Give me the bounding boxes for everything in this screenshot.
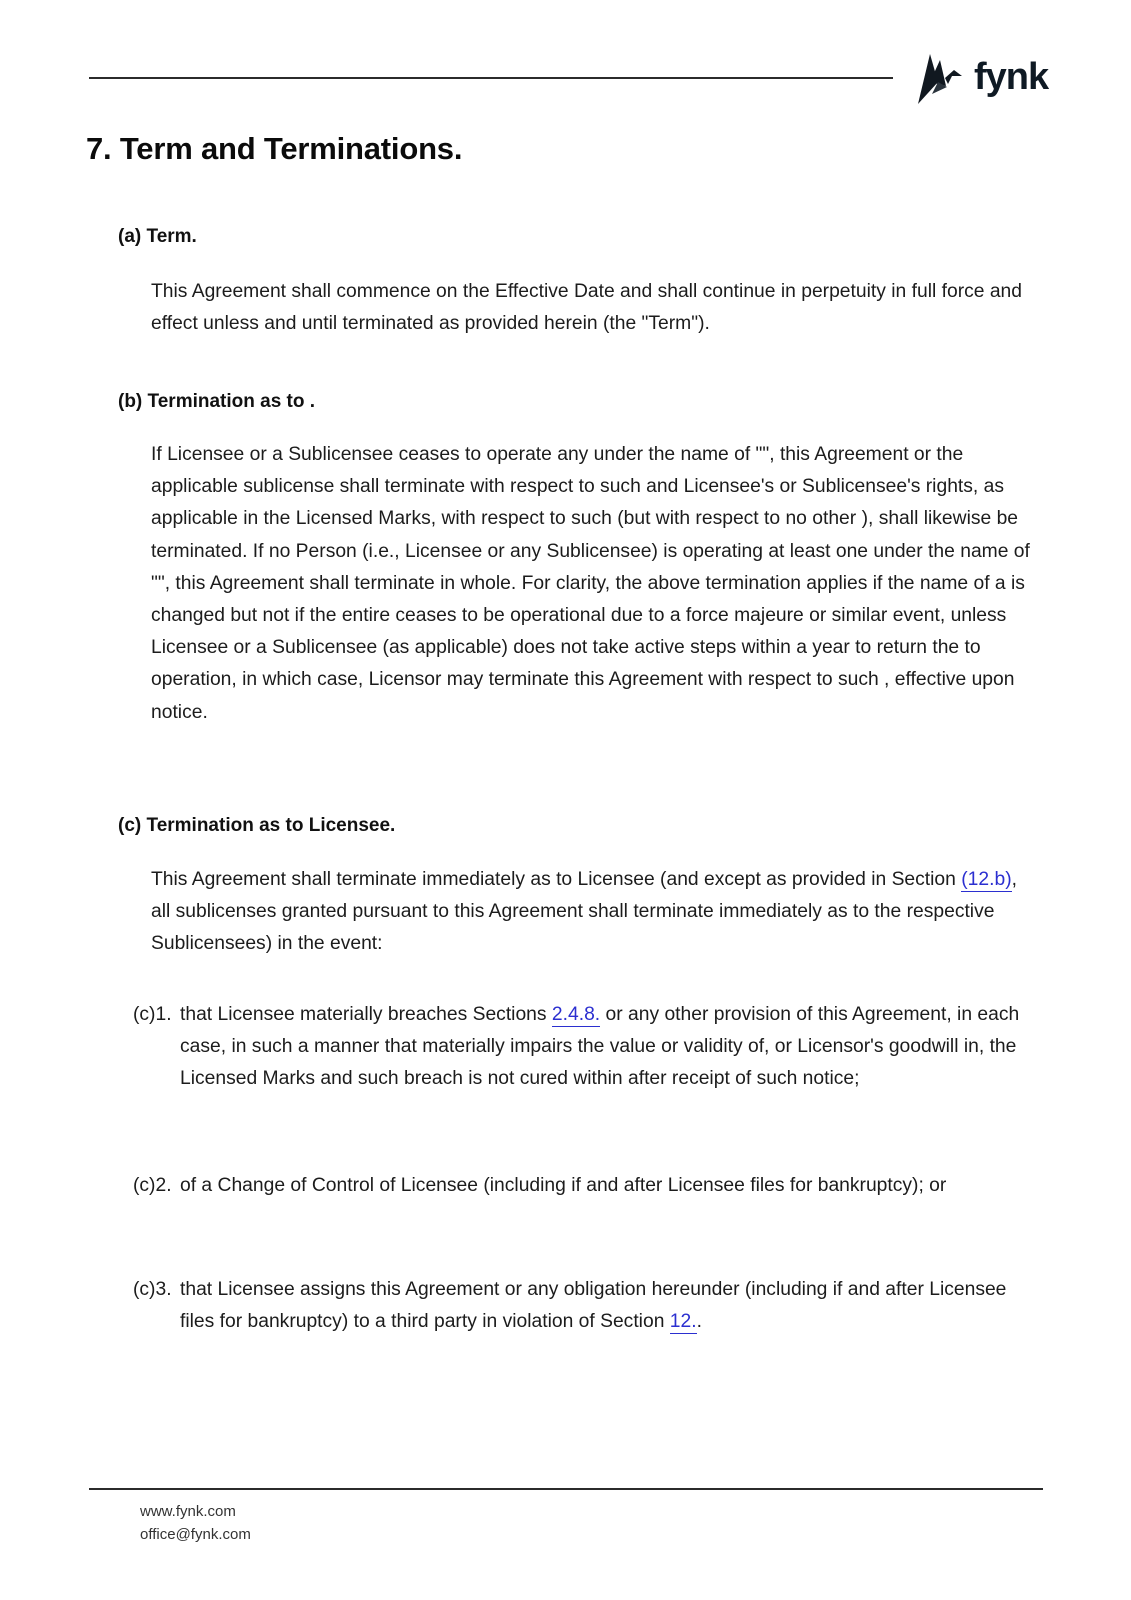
- paragraph-text: This Agreement shall terminate immediately as to Licensee (and except as provided in Section: [151, 869, 962, 890]
- section-a-paragraph: This Agreement shall commence on the Effective Date and shall continue in perpetuity in full force and effect unless and until terminated as provided herein (the "Term").: [151, 281, 1023, 335]
- header-divider: [89, 77, 893, 79]
- list-marker: (c)1.: [133, 1004, 172, 1025]
- section-c-paragraph: [151, 864, 1041, 961]
- section-c-heading: (c) Termination as to Licensee.: [118, 815, 396, 836]
- list-item-text: [180, 999, 1040, 1096]
- item-text: that Licensee materially breaches Sections: [180, 1004, 552, 1025]
- footer-email: office@fynk.com: [140, 1526, 251, 1543]
- item-text: or any other provision of this Agreement, in each case, in such a manner that materially impairs the value or validity of, or Licensor's goodwill in, the Licensed Marks and such breach is not cured within after receipt of such notice;: [180, 1004, 1020, 1090]
- list-marker: (c)2.: [133, 1175, 172, 1196]
- list-marker: (c)3.: [133, 1279, 172, 1300]
- section-2-4-8-link[interactable]: 2.4.8.: [551, 1004, 601, 1025]
- page-title: 7. Term and Terminations.: [86, 131, 463, 166]
- section-12-link[interactable]: 12.: [669, 1311, 697, 1333]
- list-item-text: of a Change of Control of Licensee (including if and after Licensee files for bankruptcy); or: [180, 1175, 947, 1196]
- footer-divider: [89, 1488, 1043, 1490]
- section-b-heading: (b) Termination as to .: [118, 391, 316, 412]
- paper-crane-bird-icon: [916, 52, 972, 108]
- section-a-heading: (a) Term.: [118, 226, 197, 247]
- logo-wordmark: fynk: [974, 56, 1049, 98]
- footer-website: www.fynk.com: [140, 1503, 236, 1520]
- item-text: .: [696, 1311, 702, 1333]
- section-12b-link[interactable]: (12.b): [961, 869, 1012, 890]
- item-text: that Licensee assigns this Agreement or any obligation hereunder (including if and after Licensee files for bankruptcy) to a third party in violation of Section: [180, 1279, 1007, 1333]
- section-b-paragraph: If Licensee or a Sublicensee ceases to operate any under the name of "", this Agreement or the applicable sublicense shall terminate with respect to such and Licensee's or Sublicensee's rights, as applicable in the Licensed Marks, with respect to such (but with respect to no other ), shall likewise be terminated. If no Person (i.e., Licensee or any Sublicensee) is operating at least one under the name of "", this Agreement shall terminate in whole. For clarity, the above termination applies if the name of a is changed but not if the entire ceases to be operational due to a force majeure or similar event, unless Licensee or a Sublicensee (as applicable) does not take active steps within a year to return the to operation, in which case, Licensor may terminate this Agreement with respect to such , effective upon notice.: [151, 444, 1030, 723]
- paragraph-text: , all sublicenses granted pursuant to this Agreement shall terminate immediately as to the respective Sublicensees) in the event:: [151, 869, 1017, 955]
- fynk-logo: [916, 52, 1049, 108]
- list-item-text: [180, 1274, 1040, 1338]
